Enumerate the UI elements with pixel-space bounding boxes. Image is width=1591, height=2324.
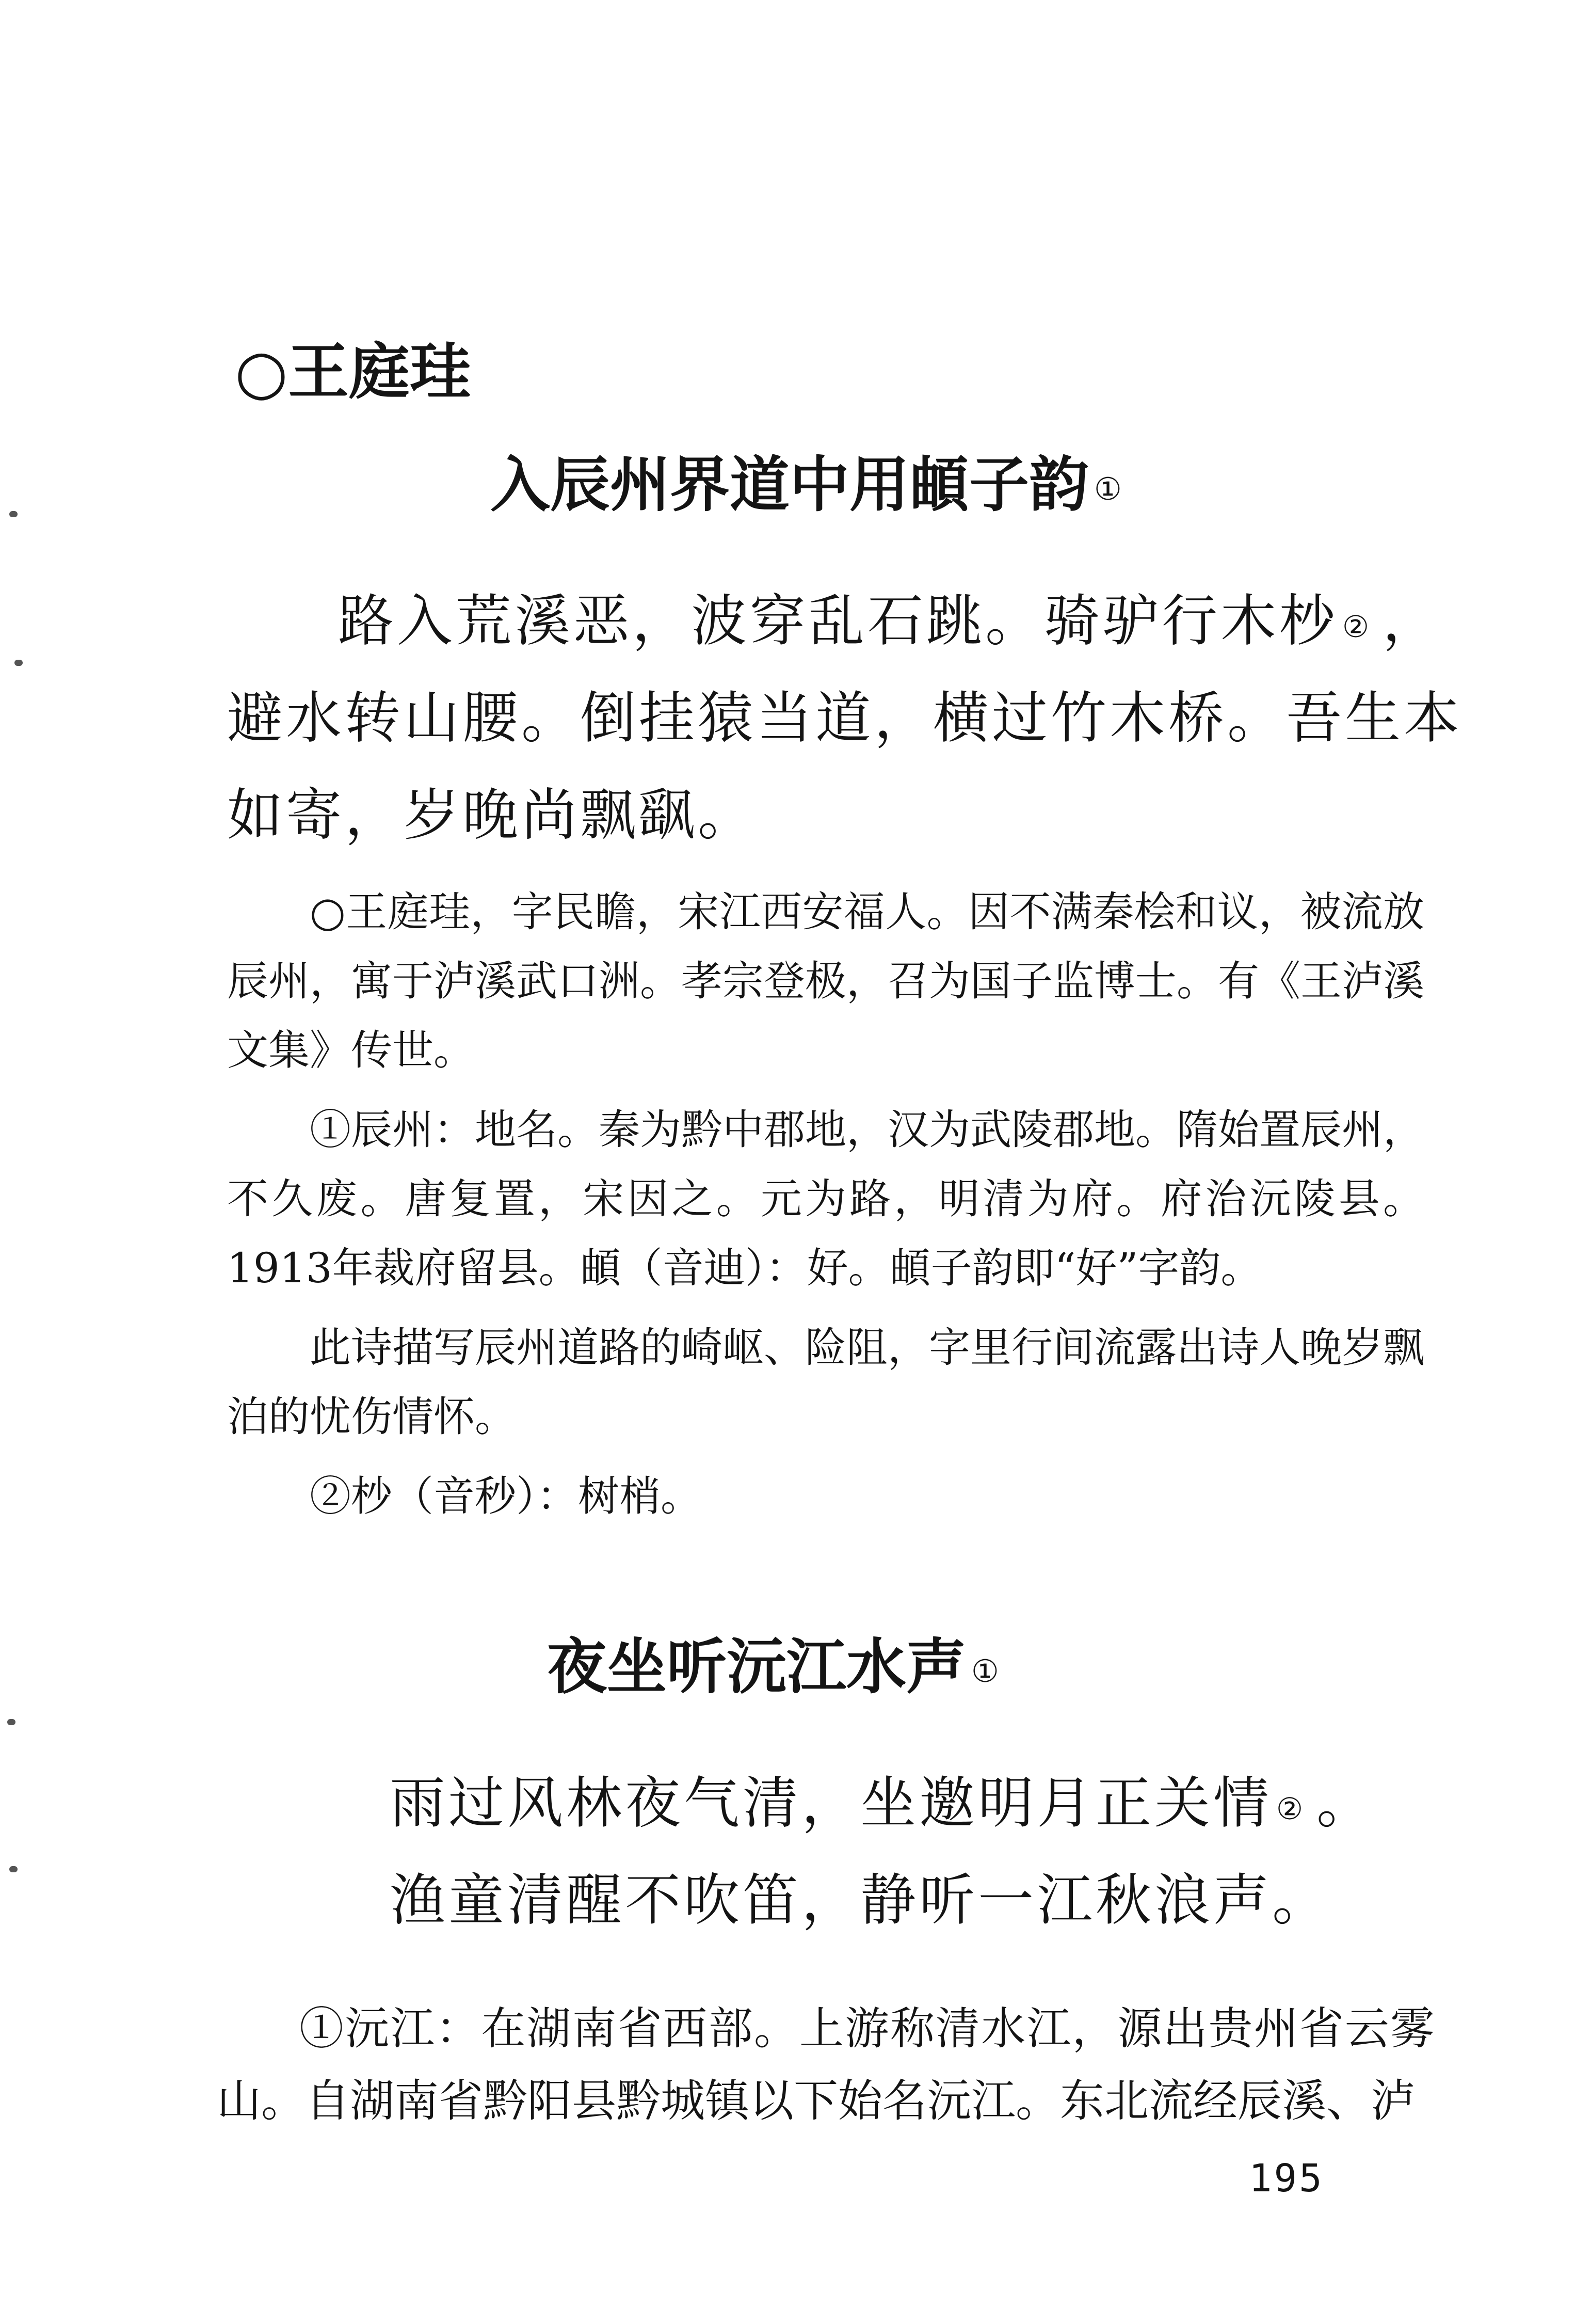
poem2-line bbox=[390, 1755, 1375, 1852]
poem1-line-text: 如寄，岁晚尚飘飖。 bbox=[227, 783, 757, 848]
scan-speck bbox=[9, 511, 18, 517]
scan-speck bbox=[14, 660, 23, 666]
poem-commentary: 此诗描写辰州道路的崎岖、险阻，字里行间流露出诗人晚岁飘泊的忧伤情怀。 bbox=[227, 1324, 1424, 1441]
footnote-1: ①辰州：地名。秦为黔中郡地，汉为武陵郡地。隋始置辰州，不久废。唐复置，宋因之。元为路，明清为府。府治沅陵县。1913年裁府留县。頔（音迪）：好。頔子韵即“好”字韵。 bbox=[227, 1106, 1424, 1292]
author-bio-note: ○王庭珪，字民瞻，宋江西安福人。因不满秦桧和议，被流放辰州，寓于泸溪武口洲。孝宗登极，召为国子监博士。有《王泸溪文集》传世。 bbox=[227, 888, 1424, 1074]
poem1-body bbox=[227, 573, 1463, 864]
poem1-notes bbox=[227, 878, 1424, 1541]
poem2-notes bbox=[217, 1993, 1435, 2137]
poem1-line-text: 路入荒溪恶，波穿乱石跳。骑驴行木杪 bbox=[338, 589, 1339, 654]
poem1-line bbox=[227, 767, 1463, 864]
poem2-line-tail: 。 bbox=[1316, 1771, 1376, 1836]
poem1-title-footnote-ref: ① bbox=[1094, 471, 1122, 507]
poem1-title bbox=[490, 444, 1122, 527]
poem1-title-text: 入辰州界道中用頔子韵 bbox=[490, 450, 1089, 520]
scan-speck bbox=[9, 1866, 18, 1872]
author-heading: ○王庭珪 bbox=[235, 336, 471, 407]
poem1-line-tail: ， bbox=[1383, 589, 1442, 654]
footnote-ref: ② bbox=[1342, 609, 1373, 644]
poem1-line bbox=[338, 573, 1463, 670]
poem1-line-text: 避水转山腰。倒挂猿当道，横过竹木桥。吾生本 bbox=[227, 686, 1463, 751]
poem2-line bbox=[390, 1852, 1375, 1949]
poem2-title bbox=[547, 1626, 999, 1709]
poem2-line-text: 渔童清醒不吹笛，静听一江秋浪声。 bbox=[390, 1868, 1331, 1933]
scan-speck bbox=[7, 1719, 15, 1725]
poem2-title-footnote-ref: ① bbox=[971, 1653, 999, 1690]
poem2-line-text: 雨过风林夜气清，坐邀明月正关情 bbox=[390, 1771, 1273, 1836]
poem2-title-text: 夜坐听沅江水声 bbox=[547, 1632, 966, 1702]
footnote-ref: ② bbox=[1276, 1791, 1307, 1826]
footnote-2: ②杪（音秒）：树梢。 bbox=[310, 1472, 702, 1520]
page-number: 195 bbox=[1249, 2156, 1324, 2201]
footnote-1: ①沅江：在湖南省西部。上游称清水江，源出贵州省云雾山。自湖南省黔阳县黔城镇以下始名沅江。东北流经辰溪、泸 bbox=[217, 2003, 1435, 2127]
poem1-line bbox=[227, 670, 1463, 767]
poem2-body bbox=[390, 1755, 1375, 1949]
